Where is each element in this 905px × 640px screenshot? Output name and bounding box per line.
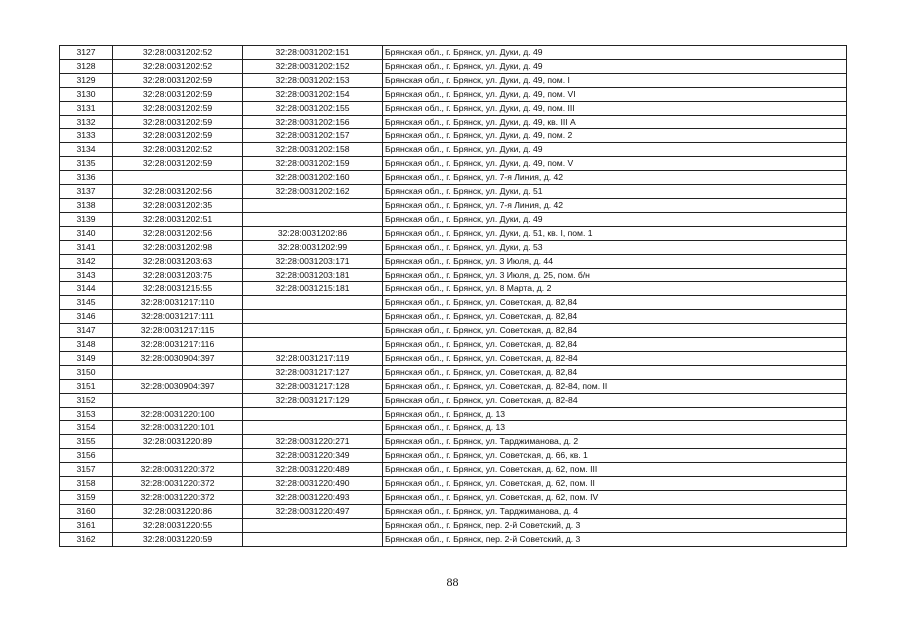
table-row [60,101,847,115]
address-cell: Брянская обл., г. Брянск, ул. Советская, д. 62, пом. II [383,477,847,491]
cadastral-table [59,45,847,547]
address-cell: Брянская обл., г. Брянск, ул. Дуки, д. 49 [383,143,847,157]
address-cell: Брянская обл., г. Брянск, ул. Советская, д. 82-84 [383,351,847,365]
cadastral-number-cell: 32:28:0031220:372 [113,491,243,505]
address-cell: Брянская обл., г. Брянск, пер. 2-й Советский, д. 3 [383,518,847,532]
table-row [60,73,847,87]
cadastral-number-cell: 32:28:0031202:51 [113,212,243,226]
cadastral-number-cell [243,407,383,421]
cadastral-number-cell: 32:28:0031202:159 [243,157,383,171]
cadastral-number-cell [243,421,383,435]
cadastral-number-cell [243,212,383,226]
row-number-cell: 3160 [60,504,113,518]
address-cell: Брянская обл., г. Брянск, ул. Дуки, д. 49, пом. 2 [383,129,847,143]
cadastral-number-cell: 32:28:0031202:162 [243,185,383,199]
table-row [60,310,847,324]
row-number-cell: 3146 [60,310,113,324]
cadastral-number-cell [113,393,243,407]
table-row [60,421,847,435]
address-cell: Брянская обл., г. Брянск, ул. Советская, д. 82-84, пом. II [383,379,847,393]
row-number-cell: 3132 [60,115,113,129]
table-row [60,268,847,282]
table-row [60,87,847,101]
row-number-cell: 3140 [60,226,113,240]
row-number-cell: 3144 [60,282,113,296]
row-number-cell: 3127 [60,46,113,60]
table-row [60,282,847,296]
cadastral-number-cell: 32:28:0031203:63 [113,254,243,268]
cadastral-number-cell: 32:28:0031202:160 [243,171,383,185]
table-row [60,338,847,352]
cadastral-number-cell: 32:28:0031220:493 [243,491,383,505]
cadastral-number-cell: 32:28:0031202:35 [113,198,243,212]
table-row [60,365,847,379]
address-cell: Брянская обл., г. Брянск, ул. Советская, д. 82,84 [383,296,847,310]
cadastral-number-cell: 32:28:0031202:157 [243,129,383,143]
cadastral-number-cell: 32:28:0031202:56 [113,226,243,240]
address-cell: Брянская обл., г. Брянск, ул. Советская, д. 82,84 [383,338,847,352]
cadastral-number-cell: 32:28:0030904:397 [113,379,243,393]
cadastral-number-cell: 32:28:0031202:151 [243,46,383,60]
row-number-cell: 3130 [60,87,113,101]
cadastral-number-cell: 32:28:0031202:86 [243,226,383,240]
row-number-cell: 3133 [60,129,113,143]
cadastral-number-cell: 32:28:0031202:59 [113,157,243,171]
cadastral-number-cell: 32:28:0031202:99 [243,240,383,254]
cadastral-number-cell: 32:28:0031203:75 [113,268,243,282]
cadastral-number-cell: 32:28:0031202:155 [243,101,383,115]
cadastral-number-cell: 32:28:0031202:59 [113,87,243,101]
table-row [60,518,847,532]
cadastral-number-cell: 32:28:0031202:152 [243,59,383,73]
row-number-cell: 3157 [60,463,113,477]
address-cell: Брянская обл., г. Брянск, ул. Советская, д. 82,84 [383,365,847,379]
table-row [60,463,847,477]
address-cell: Брянская обл., г. Брянск, ул. Тарджиманова, д. 4 [383,504,847,518]
cadastral-number-cell: 32:28:0031220:101 [113,421,243,435]
table-row [60,157,847,171]
address-cell: Брянская обл., г. Брянск, ул. 3 Июля, д. 44 [383,254,847,268]
address-cell: Брянская обл., г. Брянск, ул. Дуки, д. 51 [383,185,847,199]
address-cell: Брянская обл., г. Брянск, д. 13 [383,421,847,435]
cadastral-number-cell [243,518,383,532]
cadastral-number-cell: 32:28:0031202:59 [113,129,243,143]
cadastral-number-cell [243,296,383,310]
row-number-cell: 3137 [60,185,113,199]
row-number-cell: 3148 [60,338,113,352]
cadastral-number-cell: 32:28:0031220:489 [243,463,383,477]
address-cell: Брянская обл., г. Брянск, ул. Дуки, д. 49 [383,212,847,226]
cadastral-number-cell: 32:28:0031217:110 [113,296,243,310]
cadastral-number-cell: 32:28:0031202:59 [113,73,243,87]
table-row [60,143,847,157]
cadastral-number-cell: 32:28:0031202:59 [113,101,243,115]
address-cell: Брянская обл., г. Брянск, ул. Советская, д. 62, пом. III [383,463,847,477]
table-row [60,212,847,226]
row-number-cell: 3139 [60,212,113,226]
row-number-cell: 3143 [60,268,113,282]
row-number-cell: 3134 [60,143,113,157]
cadastral-number-cell: 32:28:0031217:119 [243,351,383,365]
table-row [60,240,847,254]
table-row [60,449,847,463]
cadastral-number-cell: 32:28:0031220:59 [113,532,243,546]
cadastral-number-cell: 32:28:0031220:55 [113,518,243,532]
row-number-cell: 3155 [60,435,113,449]
cadastral-number-cell: 32:28:0031202:158 [243,143,383,157]
table-row [60,351,847,365]
cadastral-number-cell: 32:28:0031217:116 [113,338,243,352]
row-number-cell: 3149 [60,351,113,365]
table-row [60,393,847,407]
row-number-cell: 3154 [60,421,113,435]
row-number-cell: 3138 [60,198,113,212]
cadastral-number-cell: 32:28:0031202:153 [243,73,383,87]
cadastral-number-cell: 32:28:0031202:52 [113,59,243,73]
row-number-cell: 3131 [60,101,113,115]
cadastral-number-cell: 32:28:0031220:349 [243,449,383,463]
row-number-cell: 3135 [60,157,113,171]
table-row [60,491,847,505]
table-row [60,198,847,212]
cadastral-number-cell: 32:28:0031217:111 [113,310,243,324]
cadastral-number-cell: 32:28:0031202:52 [113,143,243,157]
cadastral-number-cell: 32:28:0031220:490 [243,477,383,491]
table-row [60,59,847,73]
cadastral-number-cell: 32:28:0031202:56 [113,185,243,199]
page-number: 88 [446,575,459,589]
cadastral-number-cell: 32:28:0031203:181 [243,268,383,282]
cadastral-number-cell: 32:28:0031202:156 [243,115,383,129]
document-page [59,45,846,547]
row-number-cell: 3159 [60,491,113,505]
address-cell: Брянская обл., г. Брянск, ул. Тарджиманова, д. 2 [383,435,847,449]
address-cell: Брянская обл., г. Брянск, ул. 7-я Линия, д. 42 [383,198,847,212]
table-row [60,407,847,421]
address-cell: Брянская обл., г. Брянск, ул. Дуки, д. 53 [383,240,847,254]
table-row [60,477,847,491]
cadastral-number-cell: 32:28:0031220:271 [243,435,383,449]
address-cell: Брянская обл., г. Брянск, ул. Советская, д. 66, кв. 1 [383,449,847,463]
table-row [60,435,847,449]
table-row [60,171,847,185]
table-row [60,379,847,393]
table-row [60,532,847,546]
address-cell: Брянская обл., г. Брянск, ул. Дуки, д. 51, кв. I, пом. 1 [383,226,847,240]
row-number-cell: 3152 [60,393,113,407]
address-cell: Брянская обл., г. Брянск, ул. 8 Марта, д. 2 [383,282,847,296]
address-cell: Брянская обл., г. Брянск, д. 13 [383,407,847,421]
cadastral-number-cell [113,365,243,379]
table-row [60,129,847,143]
table-row [60,185,847,199]
address-cell: Брянская обл., г. Брянск, ул. Дуки, д. 49 [383,59,847,73]
cadastral-number-cell: 32:28:0031202:154 [243,87,383,101]
cadastral-number-cell [243,338,383,352]
address-cell: Брянская обл., г. Брянск, ул. Советская, д. 82,84 [383,310,847,324]
address-cell: Брянская обл., г. Брянск, ул. Советская, д. 62, пом. IV [383,491,847,505]
cadastral-number-cell [243,532,383,546]
cadastral-number-cell [243,198,383,212]
row-number-cell: 3147 [60,324,113,338]
table-row [60,254,847,268]
cadastral-number-cell [113,449,243,463]
row-number-cell: 3161 [60,518,113,532]
cadastral-number-cell [113,171,243,185]
table-row [60,115,847,129]
row-number-cell: 3136 [60,171,113,185]
cadastral-number-cell: 32:28:0031220:86 [113,504,243,518]
table-row [60,226,847,240]
cadastral-number-cell: 32:28:0031202:59 [113,115,243,129]
cadastral-number-cell: 32:28:0031217:129 [243,393,383,407]
row-number-cell: 3162 [60,532,113,546]
cadastral-number-cell [243,324,383,338]
row-number-cell: 3156 [60,449,113,463]
cadastral-number-cell: 32:28:0031220:372 [113,463,243,477]
cadastral-number-cell [243,310,383,324]
address-cell: Брянская обл., г. Брянск, ул. 7-я Линия, д. 42 [383,171,847,185]
table-row [60,504,847,518]
cadastral-number-cell: 32:28:0031202:52 [113,46,243,60]
cadastral-number-cell: 32:28:0031202:98 [113,240,243,254]
cadastral-number-cell: 32:28:0031215:55 [113,282,243,296]
address-cell: Брянская обл., г. Брянск, ул. 3 Июля, д. 25, пом. б/н [383,268,847,282]
row-number-cell: 3145 [60,296,113,310]
row-number-cell: 3142 [60,254,113,268]
cadastral-number-cell: 32:28:0031217:127 [243,365,383,379]
table-row [60,46,847,60]
cadastral-number-cell: 32:28:0031220:100 [113,407,243,421]
address-cell: Брянская обл., г. Брянск, ул. Дуки, д. 49, кв. III А [383,115,847,129]
cadastral-number-cell: 32:28:0031203:171 [243,254,383,268]
row-number-cell: 3158 [60,477,113,491]
address-cell: Брянская обл., г. Брянск, ул. Дуки, д. 49, пом. VI [383,87,847,101]
row-number-cell: 3150 [60,365,113,379]
table-row [60,296,847,310]
cadastral-number-cell: 32:28:0031220:372 [113,477,243,491]
table-body [60,46,847,547]
cadastral-number-cell: 32:28:0031220:89 [113,435,243,449]
address-cell: Брянская обл., г. Брянск, ул. Советская, д. 82,84 [383,324,847,338]
row-number-cell: 3141 [60,240,113,254]
row-number-cell: 3153 [60,407,113,421]
cadastral-number-cell: 32:28:0031215:181 [243,282,383,296]
address-cell: Брянская обл., г. Брянск, ул. Дуки, д. 49, пом. I [383,73,847,87]
cadastral-number-cell: 32:28:0030904:397 [113,351,243,365]
address-cell: Брянская обл., г. Брянск, ул. Дуки, д. 49 [383,46,847,60]
cadastral-number-cell: 32:28:0031220:497 [243,504,383,518]
address-cell: Брянская обл., г. Брянск, ул. Дуки, д. 49, пом. III [383,101,847,115]
row-number-cell: 3129 [60,73,113,87]
address-cell: Брянская обл., г. Брянск, пер. 2-й Советский, д. 3 [383,532,847,546]
address-cell: Брянская обл., г. Брянск, ул. Дуки, д. 49, пом. V [383,157,847,171]
cadastral-number-cell: 32:28:0031217:128 [243,379,383,393]
table-row [60,324,847,338]
address-cell: Брянская обл., г. Брянск, ул. Советская, д. 82-84 [383,393,847,407]
row-number-cell: 3128 [60,59,113,73]
cadastral-number-cell: 32:28:0031217:115 [113,324,243,338]
row-number-cell: 3151 [60,379,113,393]
